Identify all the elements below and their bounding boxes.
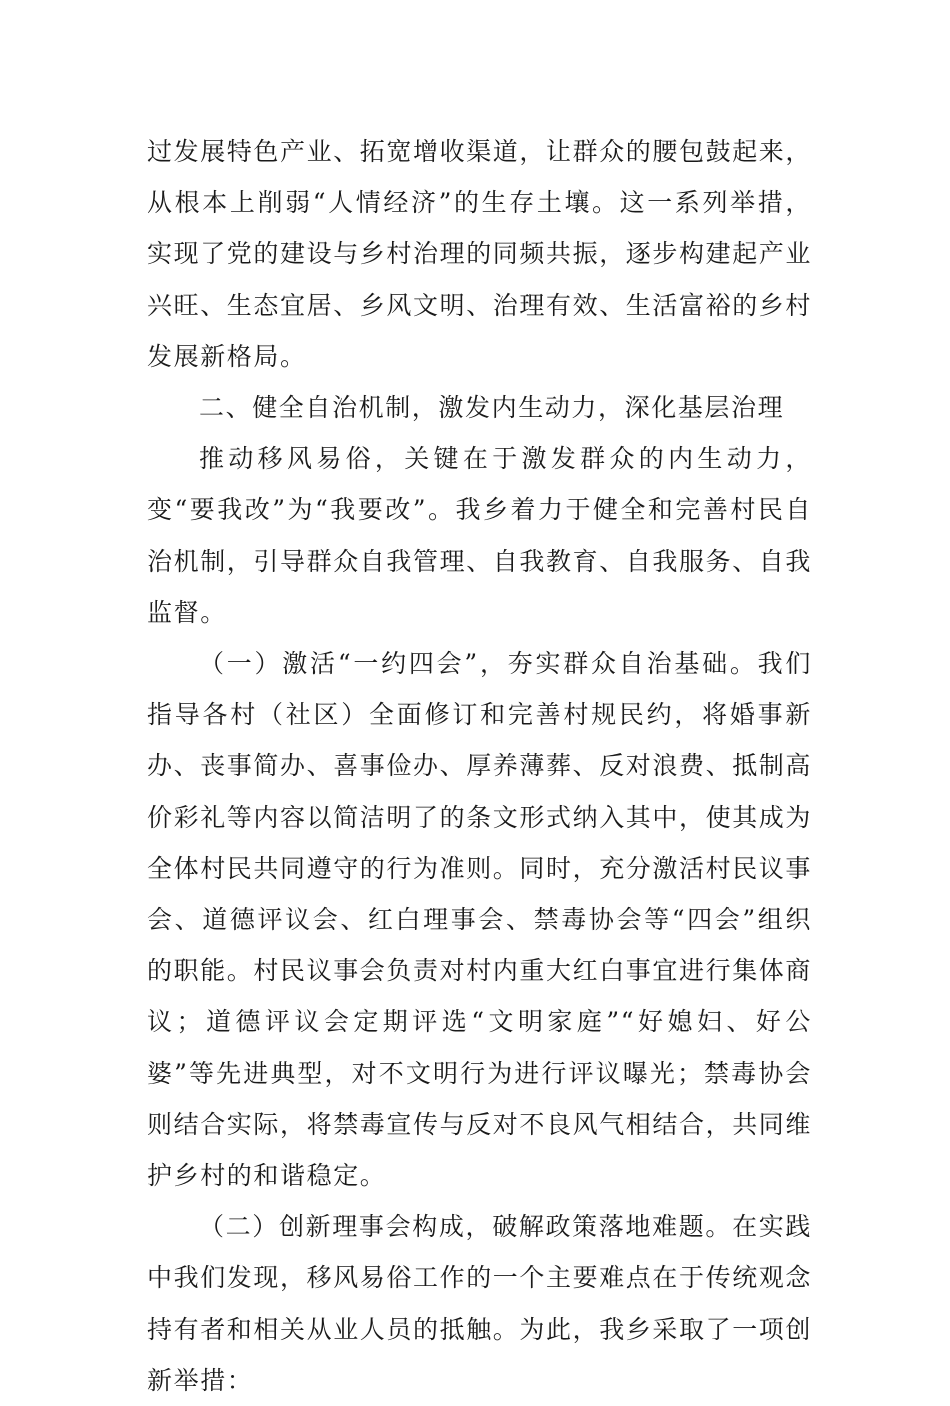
paragraph-section-intro: 推动移风易俗，关键在于激发群众的内生动力，变“要我改”为“我要改”。我乡着力于健全和完善村民自治机制，引导群众自我管理、自我教育、自我服务、自我监督。: [147, 444, 813, 627]
document-body: [147, 126, 812, 1406]
section-heading: 二、健全自治机制，激发内生动力，深化基层治理: [199, 393, 785, 423]
paragraph-item-one: （一）激活“一约四会”，夯实群众自治基础。我们指导各村（社区）全面修订和完善村规民约，将婚事新办、丧事简办、喜事俭办、厚养薄葬、反对浪费、抵制高价彩礼等内容以简洁明了的条文形式纳入其中，使其成为全体村民共同遵守的行为准则。同时，充分激活村民议事会、道德评议会、红白理事会、禁毒协会等“四会”组织的职能。村民议事会负责对村内重大红白事宜进行集体商议；道德评议会定期评选“文明家庭”“好媳妇、好公婆”等先进典型，对不文明行为进行评议曝光；禁毒协会则结合实际，将禁毒宣传与反对不良风气相结合，共同维护乡村的和谐稳定。: [147, 649, 813, 1191]
paragraph-item-two: （二）创新理事会构成，破解政策落地难题。在实践中我们发现，移风易俗工作的一个主要难点在于传统观念持有者和相关从业人员的抵触。为此，我乡采取了一项创新举措：: [147, 1212, 813, 1395]
paragraph-continuation: 过发展特色产业、拓宽增收渠道，让群众的腰包鼓起来，从根本上削弱“人情经济”的生存土壤。这一系列举措，实现了党的建设与乡村治理的同频共振，逐步构建起产业兴旺、生态宜居、乡风文明、治理有效、生活富裕的乡村发展新格局。: [147, 137, 813, 371]
